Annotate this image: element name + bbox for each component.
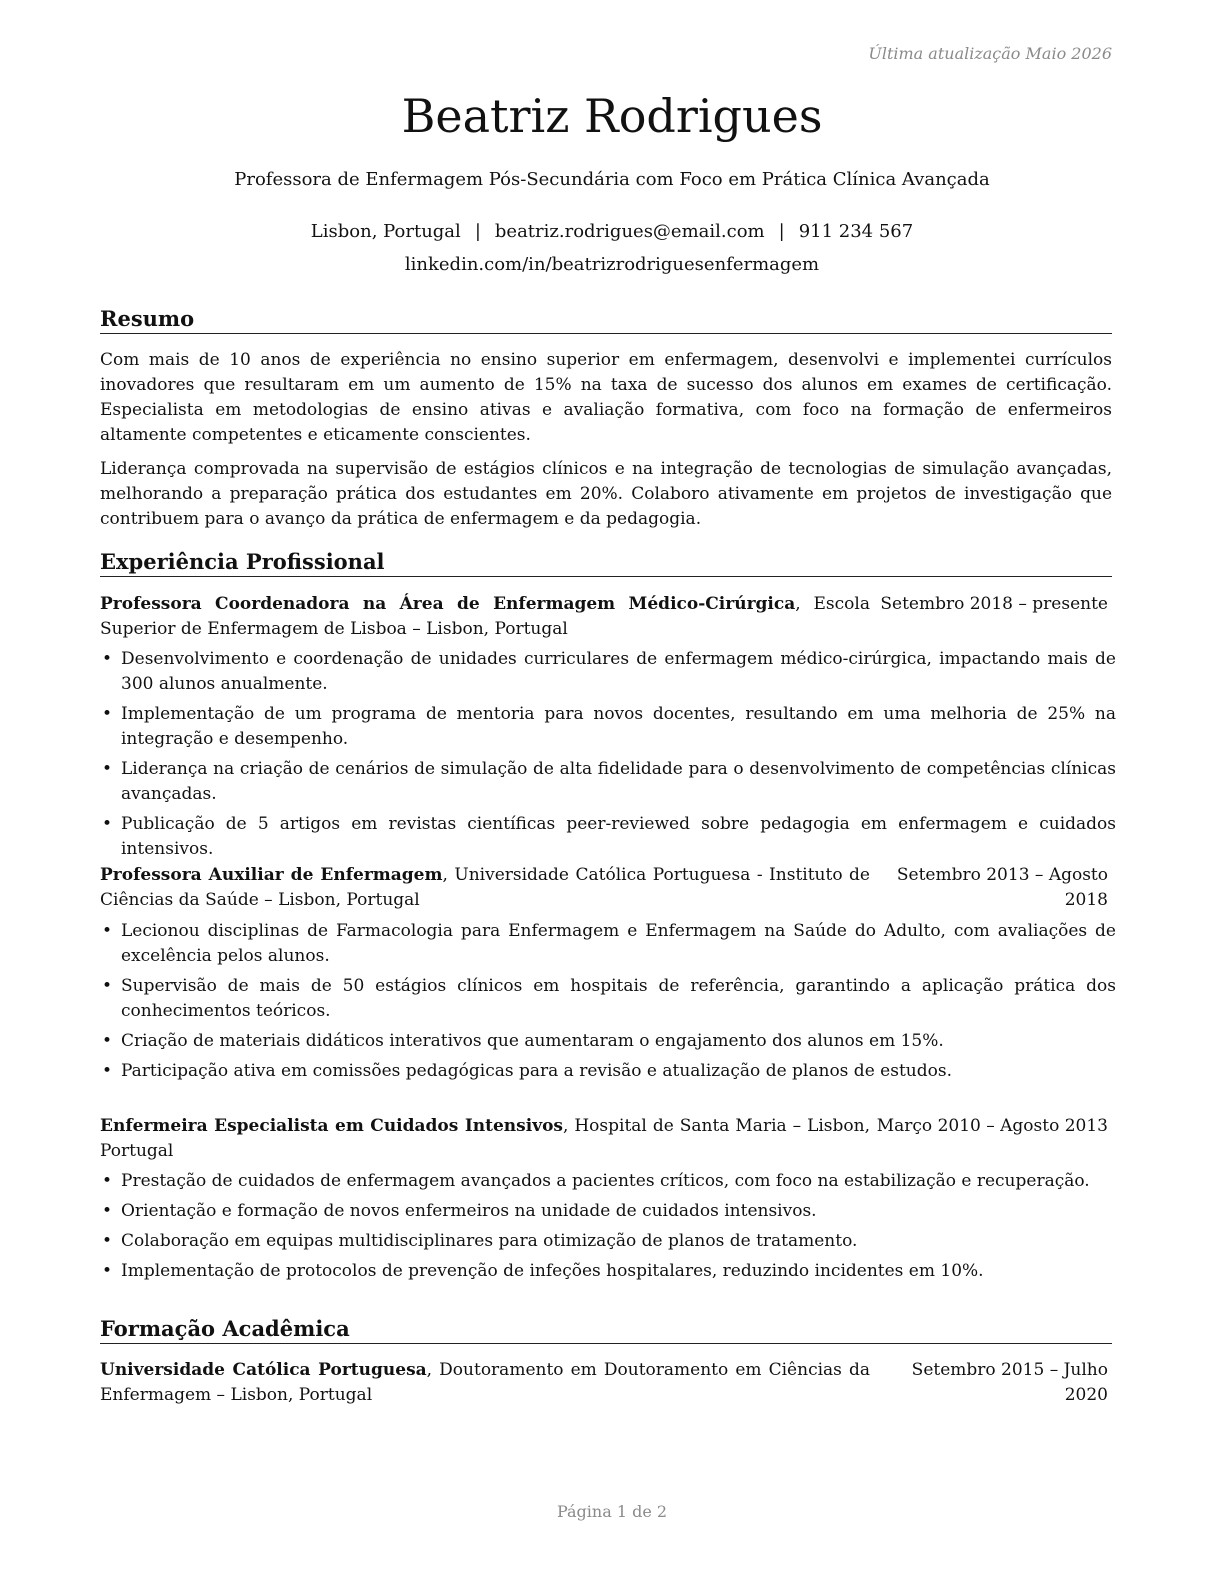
list-item: • Liderança na criação de cenários de simulação de alta fidelidade para o desenvolvimento de competências clínicas avançadas.: [100, 757, 1116, 807]
candidate-name: Beatriz Rodrigues: [401, 89, 823, 143]
education-dates: Setembro 2015 – Julho 2020: [911, 1360, 1108, 1405]
job-dates: Março 2010 – Agosto 2013: [876, 1116, 1108, 1136]
list-item: • Participação ativa em comissões pedagógicas para a revisão e atualização de planos de estudos.: [100, 1059, 1116, 1084]
list-item: • Prestação de cuidados de enfermagem avançados a pacientes críticos, com foco na estabilização e recuperação.: [100, 1169, 1116, 1194]
list-item: • Desenvolvimento e coordenação de unidades curriculares de enfermagem médico-cirúrgica, impactando mais de 300 alunos anualmente.: [100, 647, 1116, 697]
job-bullets: [100, 1169, 1116, 1289]
linkedin-link[interactable]: linkedin.com/in/beatrizrodriguesenfermagem: [404, 254, 820, 275]
job-bullets: [100, 647, 1116, 867]
job-header: [100, 592, 1112, 642]
summary-paragraph: Com mais de 10 anos de experiência no ensino superior em enfermagem, desenvolvi e implementei currículos inovadores que resultaram em um aumento de 15% na taxa de sucesso dos alunos em exames de certificação. Especialista em metodologias de ensino ativas e avaliação formativa, com foco na formação de enfermeiros altamente competentes e eticamente conscientes.: [100, 350, 1112, 445]
section-title-summary: Resumo: [100, 306, 1112, 334]
list-item: • Implementação de protocolos de prevenção de infeções hospitalares, reduzindo incidentes em 10%.: [100, 1259, 1116, 1284]
list-item: • Orientação e formação de novos enfermeiros na unidade de cuidados intensivos.: [100, 1199, 1116, 1224]
education-header: [100, 1358, 1112, 1408]
location: Lisbon, Portugal: [310, 221, 461, 242]
job-title: [100, 863, 870, 913]
job-org: , Universidade Católica Portuguesa - Instituto de Ciências da Saúde – Lisbon, Portugal: [100, 865, 870, 910]
job-header: [100, 1114, 1112, 1164]
job-org: , Escola Superior de Enfermagem de Lisboa – Lisbon, Portugal: [100, 594, 870, 639]
education-title: [100, 1358, 870, 1408]
job-role: Professora Auxiliar de Enfermagem: [100, 865, 443, 885]
headline: Professora de Enfermagem Pós-Secundária com Foco em Prática Clínica Avançada: [234, 169, 990, 190]
summary-paragraph: Liderança comprovada na supervisão de estágios clínicos e na integração de tecnologias de simulação avançadas, melhorando a preparação prática dos estudantes em 20%. Colaboro ativamente em projetos de investigação que contribuem para o avanço da prática de enfermagem e da pedagogia.: [100, 459, 1112, 529]
section-title-experience: Experiência Profissional: [100, 549, 1112, 577]
job-header: [100, 863, 1112, 913]
job-title: [100, 592, 870, 642]
page-number: Página 1 de 2: [556, 1502, 668, 1521]
job-bullets: [100, 919, 1116, 1089]
list-item: • Supervisão de mais de 50 estágios clínicos em hospitais de referência, garantindo a aplicação prática dos conhecimentos teóricos.: [100, 974, 1116, 1024]
last-updated: Última atualização Maio 2026: [868, 44, 1112, 63]
separator: |: [474, 221, 481, 242]
list-item: • Colaboração em equipas multidisciplinares para otimização de planos de tratamento.: [100, 1229, 1116, 1254]
list-item: • Criação de materiais didáticos interativos que aumentaram o engajamento dos alunos em 15%.: [100, 1029, 1116, 1054]
job-dates: Setembro 2013 – Agosto 2018: [896, 865, 1108, 910]
job-org: , Hospital de Santa Maria – Lisbon, Portugal: [100, 1116, 870, 1161]
job-role: Professora Coordenadora na Área de Enfermagem Médico-Cirúrgica: [100, 594, 796, 614]
job-dates: Setembro 2018 – presente: [880, 594, 1108, 614]
job-role: Enfermeira Especialista em Cuidados Intensivos: [100, 1116, 563, 1136]
list-item: • Lecionou disciplinas de Farmacologia para Enfermagem e Enfermagem na Saúde do Adulto, com avaliações de excelência pelos alunos.: [100, 919, 1116, 969]
email-link[interactable]: beatriz.rodrigues@email.com: [494, 221, 765, 242]
degree: , Doutoramento em Doutoramento em Ciências da Enfermagem – Lisbon, Portugal: [100, 1360, 871, 1405]
contact-line: [0, 220, 1224, 244]
job-title: [100, 1114, 870, 1164]
phone: 911 234 567: [798, 221, 914, 242]
separator: |: [778, 221, 785, 242]
school-name: Universidade Católica Portuguesa: [100, 1360, 427, 1380]
list-item: • Publicação de 5 artigos em revistas científicas peer-reviewed sobre pedagogia em enfermagem e cuidados intensivos.: [100, 812, 1116, 862]
section-title-education: Formação Acadêmica: [100, 1316, 1112, 1344]
list-item: • Implementação de um programa de mentoria para novos docentes, resultando em uma melhoria de 25% na integração e desempenho.: [100, 702, 1116, 752]
